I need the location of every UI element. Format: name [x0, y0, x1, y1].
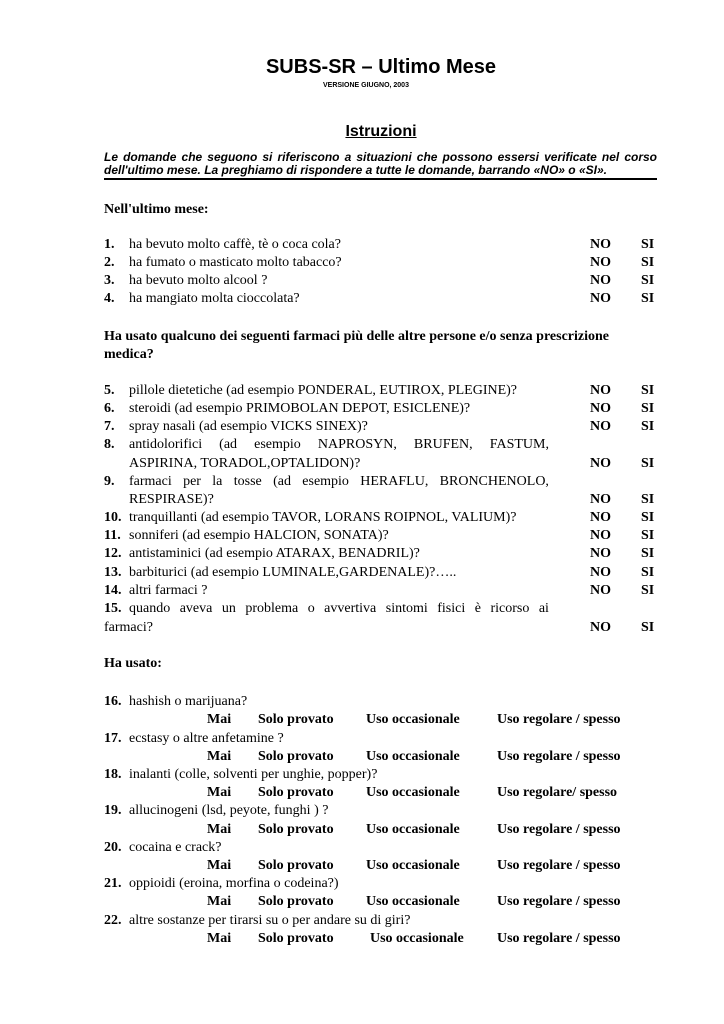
option-uso-regolare[interactable]: Uso regolare / spesso [497, 749, 621, 764]
no-option[interactable]: NO [590, 255, 611, 270]
si-option[interactable]: SI [641, 546, 655, 561]
question-text: spray nasali (ad esempio VICKS SINEX)? [129, 419, 368, 434]
option-mai[interactable]: Mai [207, 858, 232, 873]
no-option[interactable]: NO [590, 528, 611, 543]
no-option[interactable]: NO [590, 237, 611, 252]
option-solo-provato[interactable]: Solo provato [258, 858, 334, 873]
option-uso-regolare[interactable]: Uso regolare / spesso [497, 712, 621, 727]
si-option[interactable]: SI [641, 291, 655, 306]
section2-heading [104, 329, 657, 345]
question-number: 20. [104, 840, 122, 855]
question-text: oppioidi (eroina, morfina o codeina?) [129, 876, 339, 891]
question-text: allucinogeni (lsd, peyote, funghi ) ? [129, 803, 329, 818]
option-uso-occasionale[interactable]: Uso occasionale [366, 822, 460, 837]
question-text: steroidi (ad esempio PRIMOBOLAN DEPOT, ESICLENE)? [129, 401, 471, 416]
si-option[interactable]: SI [641, 456, 655, 471]
si-option[interactable]: SI [641, 383, 655, 398]
word: (ad [219, 437, 238, 452]
question-text: altre sostanze per tirarsi su o per andare su di giri? [129, 913, 411, 928]
option-uso-occasionale[interactable]: Uso occasionale [366, 712, 460, 727]
option-solo-provato[interactable]: Solo provato [258, 822, 334, 837]
question-text: antistaminici (ad esempio ATARAX, BENADRIL)? [129, 546, 420, 561]
word: tosse [233, 474, 262, 489]
question-text: sonniferi (ad esempio HALCION, SONATA)? [129, 528, 389, 543]
option-mai[interactable]: Mai [207, 785, 232, 800]
question-number: 9. [104, 474, 115, 489]
question-text-line1 [129, 474, 549, 490]
word: sintomi [385, 601, 428, 616]
question-number: 15. [104, 601, 122, 616]
question-number: 13. [104, 565, 122, 580]
option-uso-regolare[interactable]: Uso regolare / spesso [497, 858, 621, 873]
question-number: 4. [104, 291, 115, 306]
option-solo-provato[interactable]: Solo provato [258, 894, 334, 909]
word: quando [129, 601, 171, 616]
question-text: ha bevuto molto caffè, tè o coca cola? [129, 237, 341, 252]
word: aveva [179, 601, 213, 616]
question-number: 21. [104, 876, 122, 891]
word: fisici [437, 601, 466, 616]
option-solo-provato[interactable]: Solo provato [258, 712, 334, 727]
si-option[interactable]: SI [641, 583, 655, 598]
si-option[interactable]: SI [641, 565, 655, 580]
question-number: 12. [104, 546, 122, 561]
section2-heading-line2: medica? [104, 347, 154, 362]
question-text: ha mangiato molta cioccolata? [129, 291, 300, 306]
question-number: 10. [104, 510, 122, 525]
word: problema [245, 601, 299, 616]
no-option[interactable]: NO [590, 510, 611, 525]
option-solo-provato[interactable]: Solo provato [258, 785, 334, 800]
question-text-line1 [129, 437, 549, 453]
question-text: ha fumato o masticato molto tabacco? [129, 255, 342, 270]
word: (ad [273, 474, 291, 489]
no-option[interactable]: NO [590, 492, 611, 507]
no-option[interactable]: NO [590, 456, 611, 471]
word: per [183, 474, 201, 489]
question-text: tranquillanti (ad esempio TAVOR, LORANS ROIPNOL, VALIUM)? [129, 510, 517, 525]
si-option[interactable]: SI [641, 492, 655, 507]
option-uso-regolare[interactable]: Uso regolare / spesso [497, 931, 621, 946]
question-number: 19. [104, 803, 122, 818]
question-text-line2: ASPIRINA, TORADOL,OPTALIDON)? [129, 456, 361, 471]
word: BRONCHENOLO, [439, 474, 549, 489]
question-text: barbiturici (ad esempio LUMINALE,GARDENALE)?….. [129, 565, 457, 580]
question-number: 18. [104, 767, 122, 782]
no-option[interactable]: NO [590, 565, 611, 580]
si-option[interactable]: SI [641, 237, 655, 252]
section3-heading: Ha usato: [104, 656, 162, 671]
word: ai [538, 601, 549, 616]
word: BRUFEN, [413, 437, 473, 452]
no-option[interactable]: NO [590, 273, 611, 288]
word: NAPROSYN, [317, 437, 397, 452]
question-text-line2: farmaci? [104, 620, 153, 635]
question-number: 1. [104, 237, 115, 252]
option-uso-occasionale[interactable]: Uso occasionale [366, 858, 460, 873]
word: un [221, 601, 236, 616]
question-number: 22. [104, 913, 122, 928]
section2-heading-line1: Ha usato qualcuno dei seguenti farmaci più delle altre persone e/o senza prescrizione [104, 329, 610, 344]
si-option[interactable]: SI [641, 401, 655, 416]
word: è [474, 601, 481, 616]
si-option[interactable]: SI [641, 419, 655, 434]
no-option[interactable]: NO [590, 291, 611, 306]
question-number: 16. [104, 694, 122, 709]
question-number: 17. [104, 731, 122, 746]
option-solo-provato[interactable]: Solo provato [258, 749, 334, 764]
option-uso-regolare[interactable]: Uso regolare / spesso [497, 822, 621, 837]
question-text: ha bevuto molto alcool ? [129, 273, 268, 288]
no-option[interactable]: NO [590, 620, 611, 635]
option-uso-regolare[interactable]: Uso regolare/ spesso [497, 785, 618, 800]
question-number: 8. [104, 437, 115, 452]
question-text: ecstasy o altre anfetamine ? [129, 731, 284, 746]
si-option[interactable]: SI [641, 528, 655, 543]
question-text: inalanti (colle, solventi per unghie, popper)? [129, 767, 378, 782]
question-number: 3. [104, 273, 115, 288]
question-number: 11. [104, 528, 121, 543]
document-title: SUBS-SR – Ultimo Mese [265, 56, 497, 78]
question-number: 14. [104, 583, 122, 598]
option-mai[interactable]: Mai [207, 712, 232, 727]
option-uso-occasionale[interactable]: Uso occasionale [366, 785, 460, 800]
no-option[interactable]: NO [590, 401, 611, 416]
word: esempio [302, 474, 349, 489]
section1-heading: Nell'ultimo mese: [104, 202, 209, 217]
question-number: 7. [104, 419, 115, 434]
question-text: hashish o marijuana? [129, 694, 248, 709]
question-number: 6. [104, 401, 115, 416]
word: FASTUM, [489, 437, 549, 452]
si-option[interactable]: SI [641, 620, 655, 635]
question-text-line1 [129, 601, 549, 617]
option-solo-provato[interactable]: Solo provato [258, 931, 334, 946]
question-text-line2: RESPIRASE)? [129, 492, 214, 507]
word: avvertiva [324, 601, 377, 616]
no-option[interactable]: NO [590, 546, 611, 561]
word: esempio [254, 437, 301, 452]
version-label: VERSIONE GIUGNO, 2003 [323, 82, 409, 89]
question-text: altri farmaci ? [129, 583, 208, 598]
word: HERAFLU, [360, 474, 429, 489]
option-uso-occasionale[interactable]: Uso occasionale [370, 931, 464, 946]
option-mai[interactable]: Mai [207, 894, 232, 909]
no-option[interactable]: NO [590, 383, 611, 398]
option-uso-occasionale[interactable]: Uso occasionale [366, 749, 460, 764]
si-option[interactable]: SI [641, 510, 655, 525]
question-number: 5. [104, 383, 115, 398]
instructions-heading: Istruzioni [345, 123, 417, 140]
no-option[interactable]: NO [590, 419, 611, 434]
word: ricorso [490, 601, 530, 616]
word: o [307, 601, 315, 616]
si-option[interactable]: SI [641, 255, 655, 270]
option-mai[interactable]: Mai [207, 931, 232, 946]
word: antidolorifici [129, 437, 203, 452]
option-uso-regolare[interactable]: Uso regolare / spesso [497, 894, 621, 909]
option-mai[interactable]: Mai [207, 749, 232, 764]
instructions-text: Le domande che seguono si riferiscono a situazioni che possono essersi verificate nel corso dell'ultimo mese. La preghiamo di rispondere a tutte le domande, barrando «NO» o «SI». [104, 150, 657, 177]
no-option[interactable]: NO [590, 583, 611, 598]
question-number: 2. [104, 255, 115, 270]
question-text: pillole dietetiche (ad esempio PONDERAL, EUTIROX, PLEGINE)? [129, 383, 518, 398]
word: la [212, 474, 223, 489]
option-uso-occasionale[interactable]: Uso occasionale [366, 894, 460, 909]
option-mai[interactable]: Mai [207, 822, 232, 837]
divider-rule [104, 178, 657, 180]
question-text: cocaina e crack? [129, 840, 222, 855]
word: farmaci [129, 474, 172, 489]
si-option[interactable]: SI [641, 273, 655, 288]
